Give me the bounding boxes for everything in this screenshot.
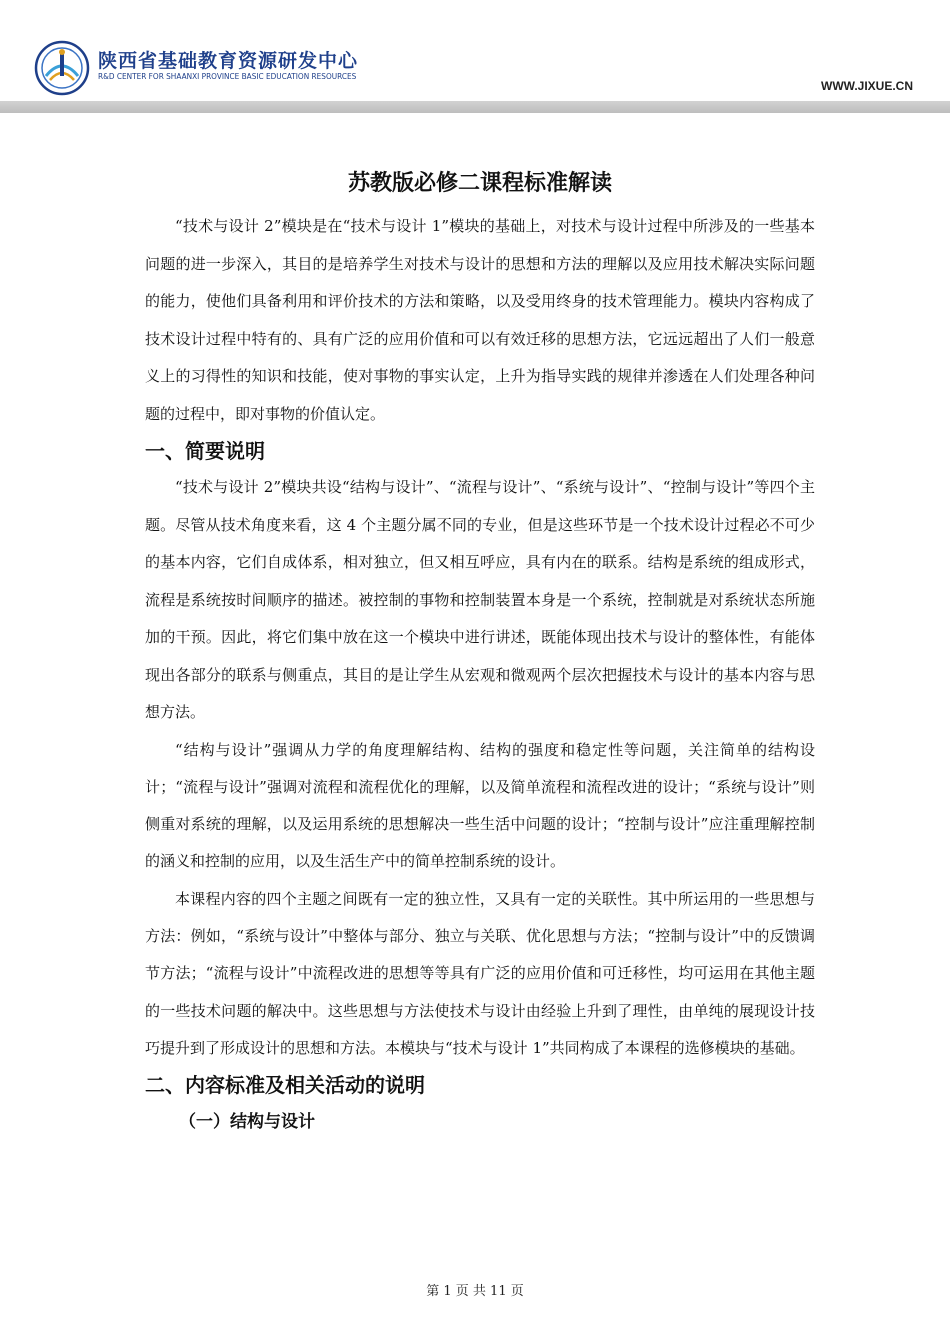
intro-paragraph: “技术与设计 2”模块是在“技术与设计 1”模块的基础上，对技术与设计过程中所涉及的一些基本问题的进一步深入，其目的是培养学生对技术与设计的思想和方法的理解以及应用技术解决实际问题的能力，使他们具备利用和评价技术的方法和策略，以及受用终身的技术管理能力。模块内容构成了技术设计过程中特有的、具有广泛的应用价值和可以有效迁移的思想方法，它远远超出了人们一般意义上的习得性的知识和技能，使对事物的事实认定，上升为指导实践的规律并渗透在人们处理各种问题的过程中，即对事物的价值认定。 [145,217,815,423]
education-center-logo-icon [34,40,90,96]
organization-name-cn: 陕西省基础教育资源研发中心 [98,50,359,72]
document-body [145,160,815,1141]
site-url[interactable]: WWW.JIXUE.CN [821,79,913,93]
section-heading-standards: 二、内容标准及相关活动的说明 [145,1073,425,1098]
page-header [0,0,950,115]
organization-name-en: R&D CENTER FOR SHAANXI PROVINCE BASIC EDUCATION RESOURCES [98,72,357,81]
section-heading-overview: 一、简要说明 [145,439,265,463]
header-divider-bar [0,101,950,113]
overview-paragraph-3: 本课程内容的四个主题之间既有一定的独立性，又具有一定的关联性。其中所运用的一些思想与方法：例如，“系统与设计”中整体与部分、独立与关联、优化思想与方法；“控制与设计”中的反馈调节方法；“流程与设计”中流程改进的思想等等具有广泛的应用价值和可迁移性，均可运用在其他主题的一些技术问题的解决中。这些思想与方法使技术与设计由经验上升到了理性，由单纯的展现设计技巧提升到了形成设计的思想和方法。本模块与“技术与设计 1”共同构成了本课程的选修模块的基础。 [145,889,815,1057]
subsection-heading-structure: （一）结构与设计 [179,1112,315,1133]
document-title: 苏教版必修二课程标准解读 [347,171,612,196]
overview-paragraph-2: “结构与设计”强调从力学的角度理解结构、结构的强度和稳定性等问题，关注简单的结构设计；“流程与设计”强调对流程和流程优化的理解，以及简单流程和流程改进的设计；“系统与设计”则侧重对系统的理解，以及运用系统的思想解决一些生活中问题的设计；“控制与设计”应注重理解控制的涵义和控制的应用，以及生活生产中的简单控制系统的设计。 [145,740,815,871]
overview-paragraph-1: “技术与设计 2”模块共设“结构与设计”、“流程与设计”、“系统与设计”、“控制与设计”等四个主题。尽管从技术角度来看，这 4 个主题分属不同的专业，但是这些环节是一个技术设计过程必不可少的基本内容，它们自成体系，相对独立，但又相互呼应，具有内在的联系。结构是系统的组成形式，流程是系统按时间顺序的描述。被控制的事物和控制装置本身是一个系统，控制就是对系统状态所施加的干预。因此，将它们集中放在这一个模块中进行讲述，既能体现出技术与设计的整体性，有能体现出各部分的联系与侧重点，其目的是让学生从宏观和微观两个层次把握技术与设计的基本内容与思想方法。 [145,478,815,721]
page-number: 第 1 页 共 11 页 [426,1284,524,1299]
